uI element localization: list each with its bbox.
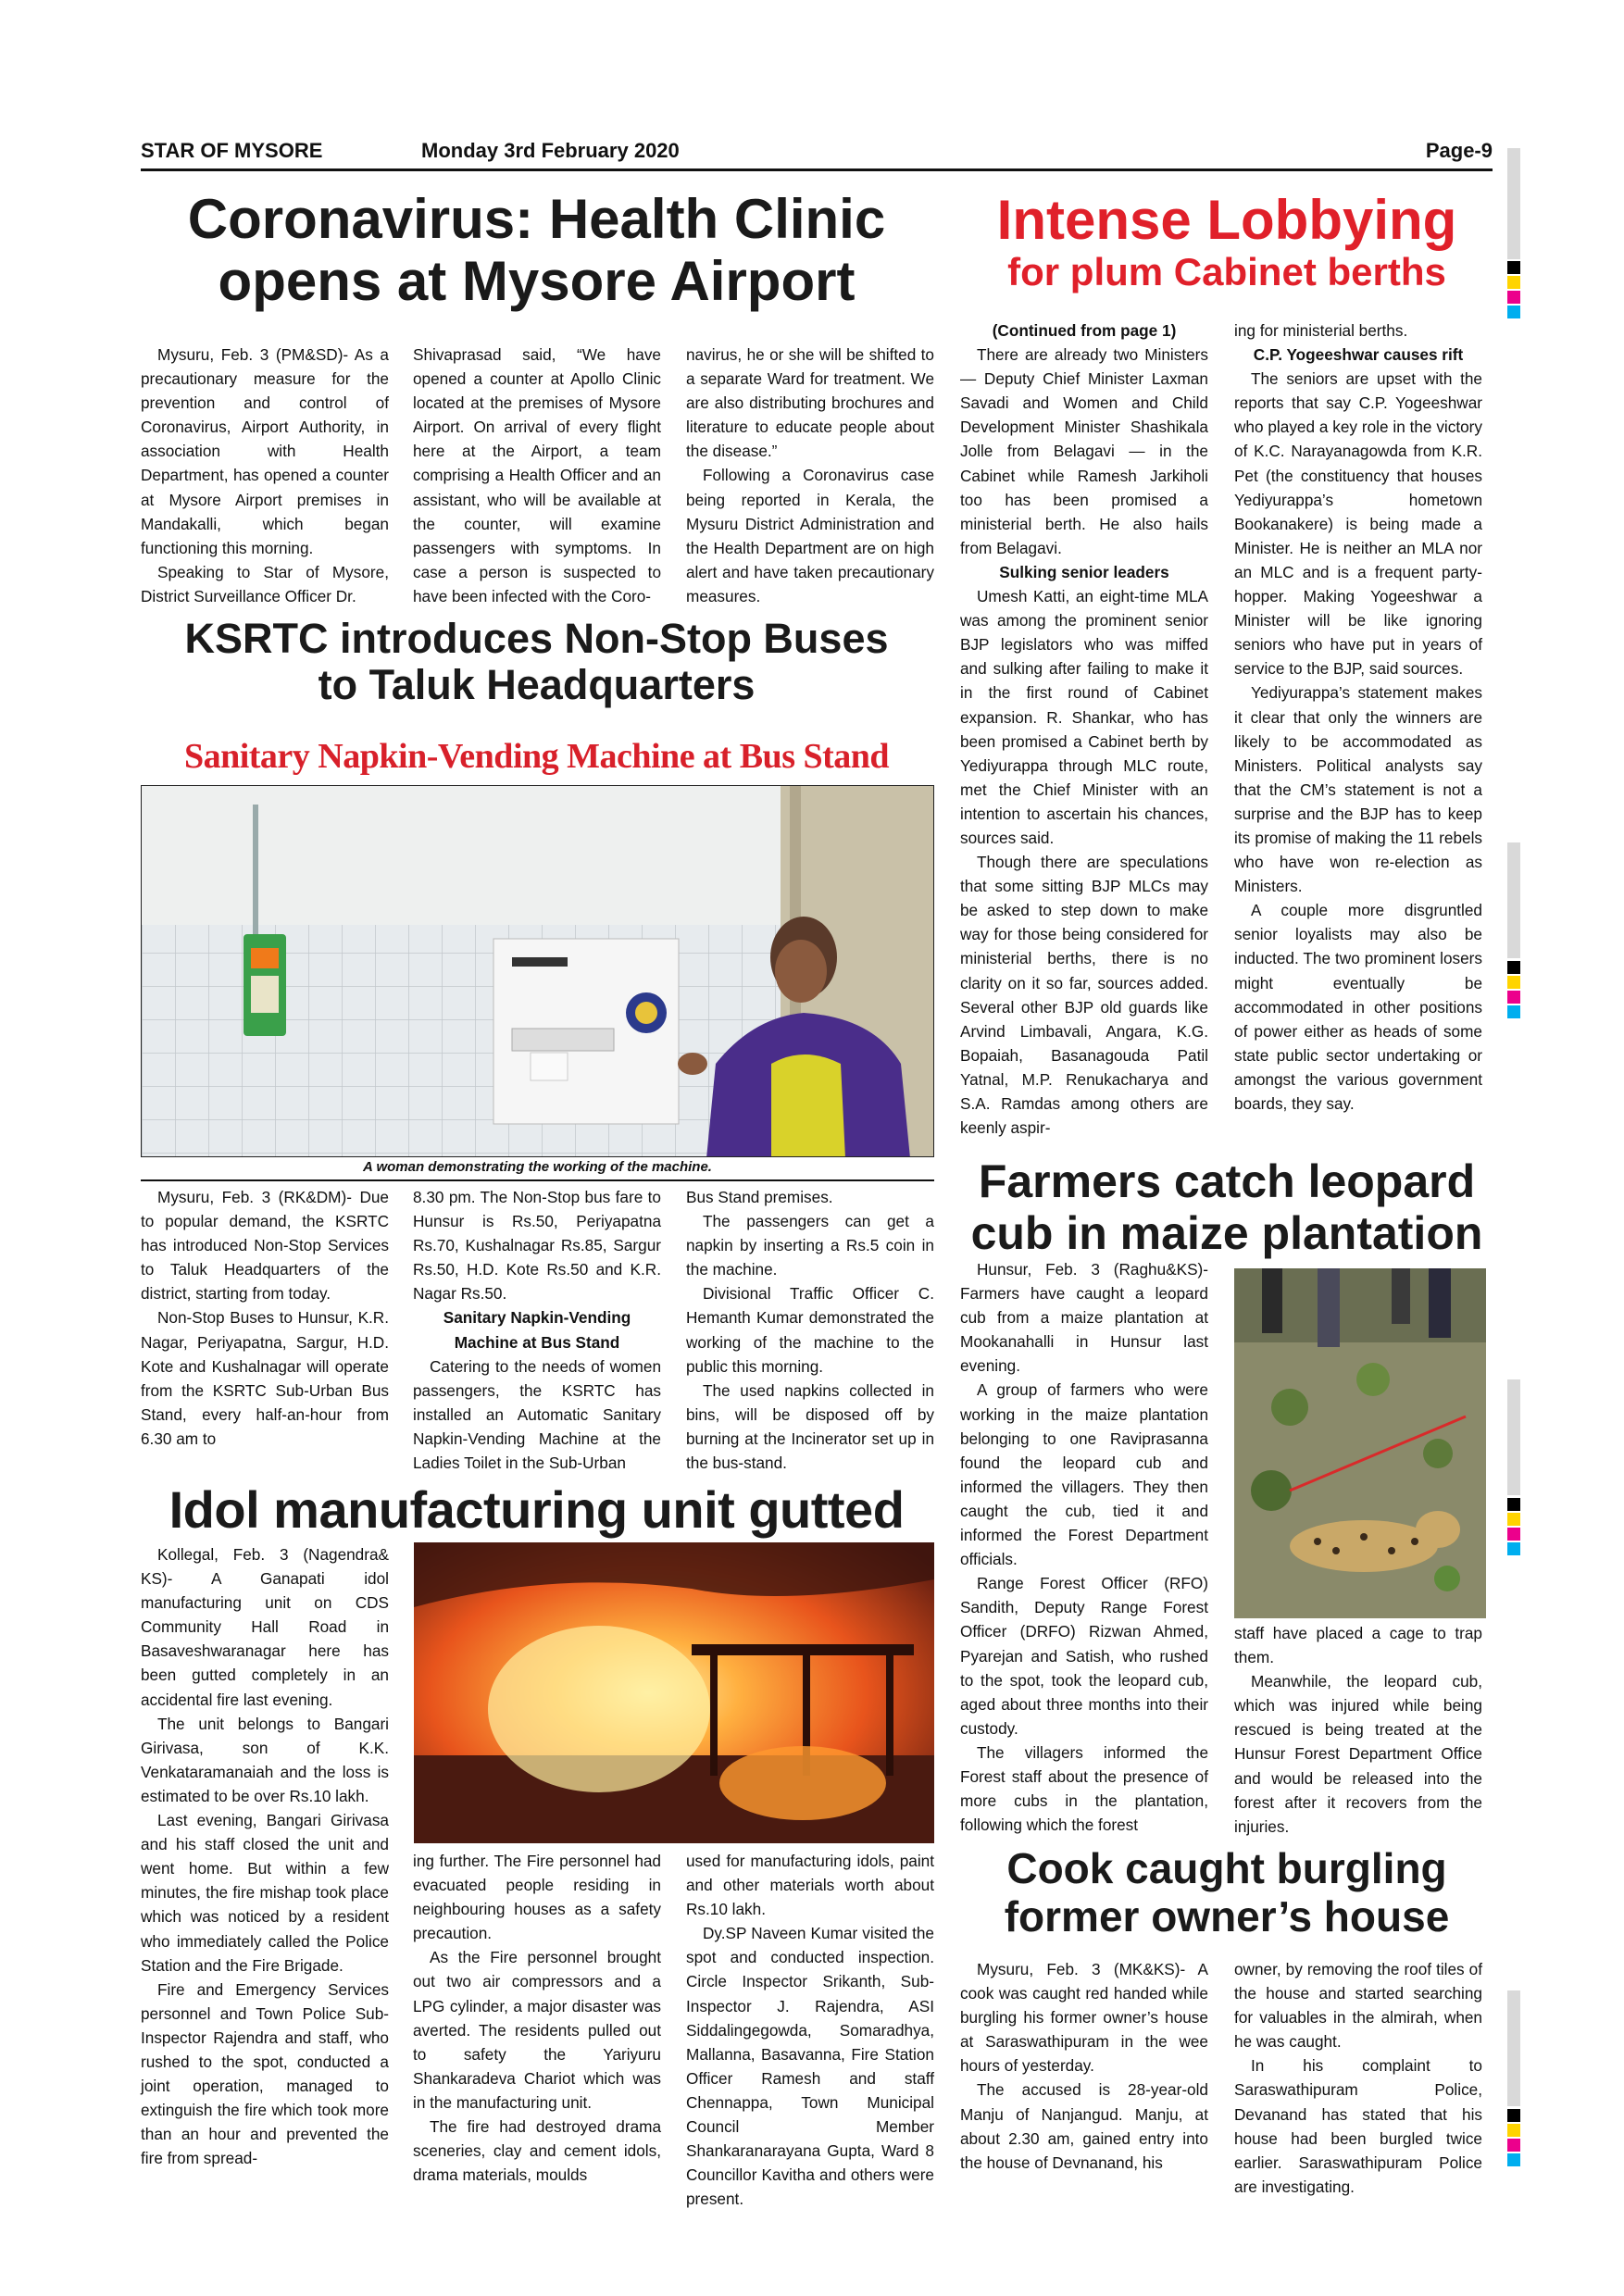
lobbying-headline: [958, 190, 1495, 293]
paragraph: navirus, he or she will be shifted to a separate Ward for treatment. We are also distributing brochures and literature to educate people about the disease.”: [686, 345, 934, 461]
photo-caption: A woman demonstrating the working of the machine.: [363, 1159, 712, 1175]
paragraph: In his complaint to Saraswathipuram Police, Devanand has stated that his house had been burgled twice earlier. Saraswathipuram Police are investigating.: [1234, 2056, 1482, 2196]
idol-col-3: [686, 1849, 934, 2211]
paragraph: The passengers can get a napkin by inserting a Rs.5 coin in the machine.: [686, 1212, 934, 1279]
ksrtc-headline-line2: to Taluk Headquarters: [318, 661, 756, 709]
page-number: Page-9: [1425, 139, 1493, 162]
paragraph: used for manufacturing idols, paint and other materials worth about Rs.10 lakh.: [686, 1852, 934, 1919]
paragraph: Last evening, Bangari Girivasa and his staff closed the unit and went home. But within a few minutes, the fire mishap took place which was noticed by a resident who immediately called the Police Station and the Fire Brigade.: [141, 1811, 389, 1975]
paragraph: Hunsur, Feb. 3 (Raghu&KS)- Farmers have caught a leopard cub from a maize plantation at Mookanahalli in Hunsur last evening.: [960, 1260, 1208, 1376]
swatch-magenta-2: [1507, 991, 1520, 1004]
paragraph: owner, by removing the roof tiles of the house and started searching for valuables in the almirah, when he was caught.: [1234, 1960, 1482, 2052]
idol-headline: Idol manufacturing unit gutted: [169, 1480, 905, 1539]
paragraph: Fire and Emergency Services personnel and Town Police Sub-Inspector Rajendra and staff, who rushed to the spot, conducted a joint operation, managed to extinguish the fire which took more than an hour and prevented the fire from spread-: [141, 1979, 389, 2168]
paragraph: Dy.SP Naveen Kumar visited the spot and conducted inspection. Circle Inspector Srikanth, Sub-Inspector J. Rajendra, ASI Siddalingegowda, Somaradhya, Mallanna, Basavanna, Fire Station Officer Ramesh and staff Chennappa, Town Municipal Council Member Shankaranarayana Gupta, Ward 8 Councillor Kavitha and others were present.: [686, 1924, 934, 2209]
lobbying-col-2: [1234, 318, 1482, 1116]
caption-rule: [141, 1179, 934, 1181]
subhead-vending: Sanitary Napkin-Vending Machine at Bus Stand: [443, 1308, 631, 1352]
ksrtc-headline-line1: KSRTC introduces Non-Stop Buses: [184, 615, 889, 662]
idol-col-1: [141, 1542, 389, 2170]
paragraph: The villagers informed the Forest staff about the presence of more cubs in the plantation, following which the forest: [960, 1742, 1208, 1835]
leopard-photo: [1234, 1268, 1486, 1618]
lobbying-headline-line2: for plum Cabinet berths: [1007, 250, 1446, 293]
paragraph: Divisional Traffic Officer C. Hemanth Kumar demonstrated the working of the machine to the public this morning.: [686, 1284, 934, 1376]
swatch-black-3: [1507, 1498, 1520, 1511]
swatch-cyan-2: [1507, 1005, 1520, 1018]
paragraph: The seniors are upset with the reports that say C.P. Yogeeshwar who played a key role in the victory of K.C. Narayanagowda from K.R. Pet (the constituency that houses Yediyurappa’s hometown Bookanakere) is being made a Minister. He is neither an MLA nor an MLC and is a frequent party-hopper. Making Yogeeshwar a Minister will be like ignoring seniors who have put in years of service to the BJP, said sources.: [1234, 369, 1482, 679]
ksrtc-subhead: Sanitary Napkin-Vending Machine at Bus Stand: [183, 737, 890, 776]
swatch-cyan-4: [1507, 2153, 1520, 2166]
paragraph: staff have placed a cage to trap them.: [1234, 1624, 1482, 1667]
paragraph: The used napkins collected in bins, will be disposed off by burning at the Incinerator set up in the bus-stand.: [686, 1380, 934, 1473]
paragraph: The unit belongs to Bangari Girivasa, son of K.K. Venkataramanaiah and the loss is estimated to be over Rs.10 lakh.: [141, 1714, 389, 1805]
cook-headline-line1: Cook caught burgling: [1006, 1844, 1447, 1892]
leopard-headline: [958, 1155, 1495, 1259]
paragraph: There are already two Ministers — Deputy Chief Minister Laxman Savadi and Women and Child Development Minister Shashikala Jolle from Belagavi — in the Cabinet while Ramesh Jarkiholi too has been promised a ministerial berth. He also hails from Belagavi.: [960, 345, 1208, 557]
lobbying-headline-line1: Intense Lobbying: [996, 189, 1457, 251]
airport-headline-line2: opens at Mysore Airport: [218, 250, 856, 313]
continued-note: (Continued from page 1): [992, 321, 1177, 340]
margin-bar-mid: [1507, 842, 1520, 958]
subhead-yogeeshwar: C.P. Yogeeshwar causes rift: [1253, 345, 1464, 365]
paragraph: Kollegal, Feb. 3 (Nagendra& KS)- A Ganapati idol manufacturing unit on CDS Community Hall Road in Basaveshwaranagar here has been gutted completely in an accidental fire last evening.: [141, 1545, 389, 1709]
swatch-yellow: [1507, 276, 1520, 289]
paragraph: Shivaprasad said, “We have opened a counter at Apollo Clinic located at the premises of Mysore Airport. On arrival of every flight here at the Airport, a team comprising a Health Officer and an assistant, who will be available at the counter, will examine passengers with symptoms. In case a person is suspected to have been infected with the Coro-: [413, 345, 661, 605]
paragraph: Umesh Katti, an eight-time MLA was among the prominent senior BJP legislators who was miffed and sulking after failing to make it in the first round of Cabinet expansion. R. Shankar, who has been promised a Cabinet berth by Yediyurappa through MLC route, met the Chief Minister with an intention to ascertain his chances, sources said.: [960, 587, 1208, 847]
cook-col-1: [960, 1957, 1208, 2175]
idol-col-2: [413, 1849, 661, 2187]
swatch-magenta-3: [1507, 1528, 1520, 1541]
airport-col-3: [686, 343, 934, 608]
paragraph: The fire had destroyed drama sceneries, clay and cement idols, drama materials, moulds: [413, 2117, 661, 2185]
cook-headline: [958, 1845, 1495, 1940]
cook-col-2: [1234, 1957, 1482, 2199]
masthead-rule: [141, 168, 1493, 171]
paragraph: ing for ministerial berths.: [1234, 321, 1408, 340]
airport-headline: [141, 188, 932, 312]
ksrtc-col-3: [686, 1185, 934, 1475]
paragraph: Mysuru, Feb. 3 (RK&DM)- Due to popular demand, the KSRTC has introduced Non-Stop Services to Taluk Headquarters of the district, starting from today.: [141, 1188, 389, 1304]
leopard-col-1: [960, 1257, 1208, 1837]
ksrtc-col-1: [141, 1185, 389, 1451]
swatch-magenta: [1507, 291, 1520, 304]
paragraph: Speaking to Star of Mysore, District Surveillance Officer Dr.: [141, 562, 389, 605]
swatch-cyan: [1507, 306, 1520, 318]
masthead: [141, 137, 1493, 168]
issue-date: Monday 3rd February 2020: [421, 139, 680, 162]
swatch-black-4: [1507, 2109, 1520, 2122]
swatch-yellow-3: [1507, 1513, 1520, 1526]
fire-illustration: [414, 1542, 934, 1843]
airport-col-1: [141, 343, 389, 608]
subhead-sulking: Sulking senior leaders: [999, 562, 1169, 581]
paragraph: A group of farmers who were working in the maize plantation belonging to one Raviprasanna found the leopard cub and informed the villagers. They then caught the cub, tied it and informed the Forest Department officials.: [960, 1380, 1208, 1569]
paragraph: Though there are speculations that some sitting BJP MLCs may be asked to step down to make way for those being considered for ministerial berths, there is no clarity on it so far, sources added. Several other BJP old guards like Arvind Limbavali, Angara, K.G. Bopaiah, Basanagouda Patil Yatnal, M.P. Renukacharya and S.A. Ramdas among others are keenly aspir-: [960, 853, 1208, 1138]
paper-name: STAR OF MYSORE: [141, 139, 323, 162]
vending-machine-photo: [141, 785, 934, 1157]
paragraph: Meanwhile, the leopard cub, which was injured while being rescued is being treated at the Hunsur Forest Department Office and would be released into the forest after it recovers from the injuries.: [1234, 1672, 1482, 1836]
paragraph: Mysuru, Feb. 3 (PM&SD)- As a precautionary measure for the prevention and control of Coronavirus, Airport Authority, in association with Health Department, has opened a counter at Mysore Airport premises in Mandakalli, which began functioning this morning.: [141, 345, 389, 557]
swatch-yellow-2: [1507, 976, 1520, 989]
margin-bar-mid2: [1507, 1379, 1520, 1495]
swatch-black-2: [1507, 961, 1520, 974]
ksrtc-col-2: [413, 1185, 661, 1475]
margin-bar-top: [1507, 148, 1520, 259]
margin-bar-bottom: [1507, 1990, 1520, 2106]
paragraph: A couple more disgruntled senior loyalists may also be inducted. The two prominent losers might eventually be accommodated in other positions of power either as heads of some state public sector undertaking or amongst the various government boards, they say.: [1234, 901, 1482, 1113]
paragraph: Range Forest Officer (RFO) Sandith, Deputy Range Forest Officer (DRFO) Rizwan Ahmed, Pyarejan and Satish, who rushed to the spot, took the leopard cub, aged about three months into their custody.: [960, 1574, 1208, 1738]
leopard-headline-line2: cub in maize plantation: [970, 1207, 1483, 1259]
swatch-yellow-4: [1507, 2124, 1520, 2137]
leopard-col-2: [1234, 1621, 1482, 1839]
cook-headline-line2: former owner’s house: [1004, 1891, 1450, 1940]
ksrtc-headline: [141, 616, 932, 709]
airport-headline-line1: Coronavirus: Health Clinic: [187, 188, 886, 250]
paragraph: The accused is 28-year-old Manju of Nanjangud. Manju, at about 2.30 am, gained entry into the house of Devnanand, his: [960, 2080, 1208, 2172]
vending-machine-illustration: [142, 786, 934, 1157]
airport-col-2: [413, 343, 661, 608]
paragraph: 8.30 pm. The Non-Stop bus fare to Hunsur is Rs.50, Periyapatna Rs.70, Kushalnagar Rs.85, Sargur Rs.50, H.D. Kote Rs.50 and K.R. Nagar Rs.50.: [413, 1188, 661, 1304]
leopard-illustration: [1234, 1268, 1486, 1618]
leopard-headline-line1: Farmers catch leopard: [978, 1155, 1476, 1207]
paragraph: Yediyurappa’s statement makes it clear that only the winners are likely to be accommodated as Ministers. Political analysts say that the CM’s statement is not a surprise and the BJP has to keep its promise of making the 11 rebels who have won re-election as Ministers.: [1234, 683, 1482, 896]
paragraph: Following a Coronavirus case being reported in Kerala, the Mysuru District Administration and the Health Department are on high alert and have taken precautionary measures.: [686, 466, 934, 605]
fire-photo: [414, 1542, 934, 1843]
paragraph: Non-Stop Buses to Hunsur, K.R. Nagar, Periyapatna, Sargur, H.D. Kote and Kushalnagar will operate from the KSRTC Sub-Urban Bus Stand, every half-an-hour from 6.30 am to: [141, 1308, 389, 1448]
paragraph: Catering to the needs of women passengers, the KSRTC has installed an Automatic Sanitary Napkin-Vending Machine at the Ladies Toilet in the Sub-Urban: [413, 1356, 661, 1473]
paragraph: As the Fire personnel brought out two air compressors and a LPG cylinder, a major disaster was averted. The residents pulled out to safety the Yariyuru Shankaradeva Chariot which was in the manufacturing unit.: [413, 1948, 661, 2112]
paragraph: Mysuru, Feb. 3 (MK&KS)- A cook was caught red handed while burgling his former owner’s house at Saraswathipuram in the wee hours of yesterday.: [960, 1960, 1208, 2076]
swatch-cyan-3: [1507, 1542, 1520, 1555]
lobbying-col-1: [960, 318, 1208, 1140]
swatch-magenta-4: [1507, 2139, 1520, 2152]
paragraph: ing further. The Fire personnel had evacuated people residing in neighbouring houses as a safety precaution.: [413, 1852, 661, 1943]
swatch-black: [1507, 261, 1520, 274]
paragraph: Bus Stand premises.: [686, 1188, 833, 1206]
